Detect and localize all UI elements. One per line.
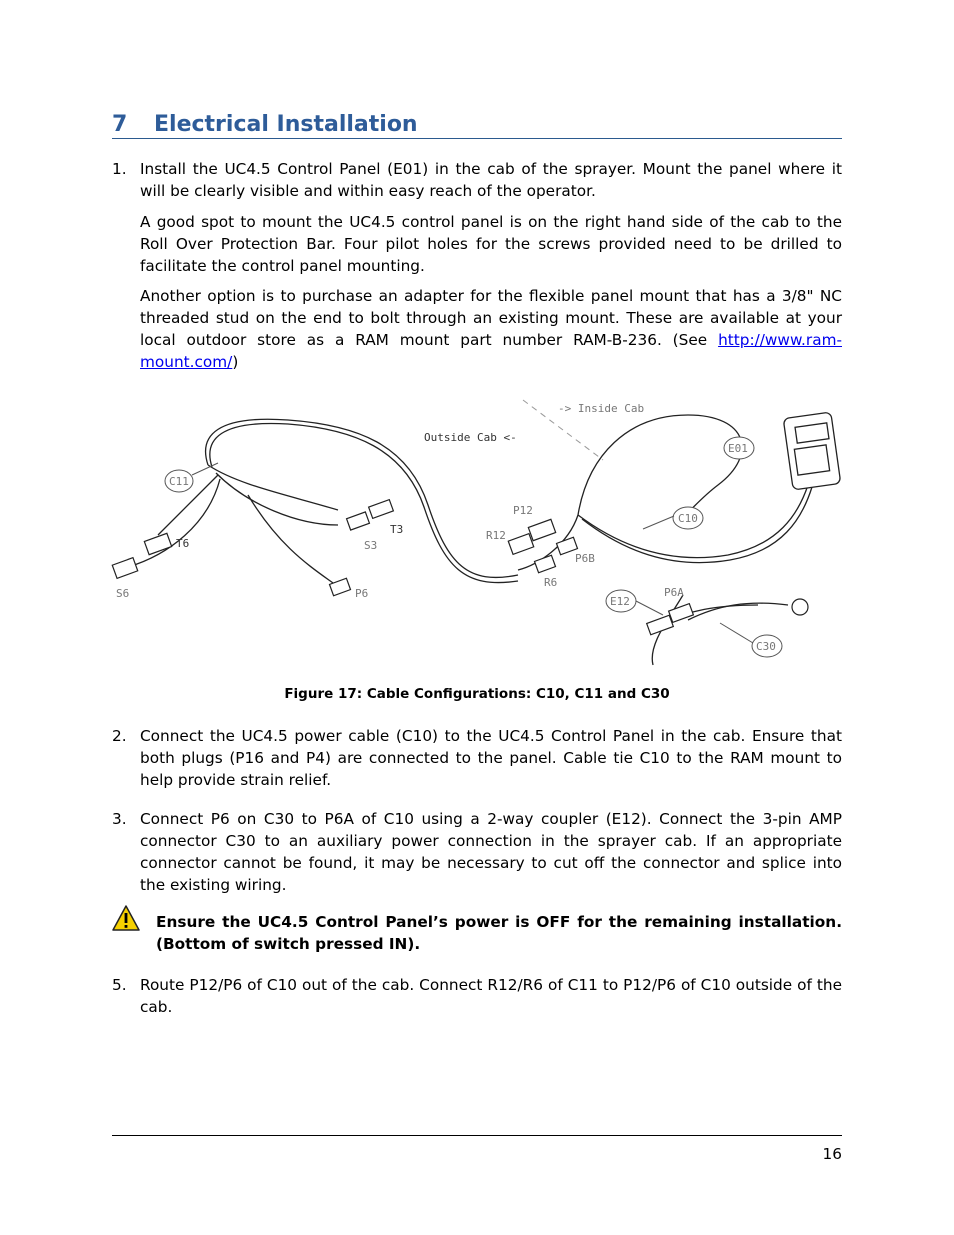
step-2-marker: 2. — [112, 727, 127, 745]
label-s3: S3 — [364, 539, 378, 552]
c10-cable — [578, 415, 742, 520]
adapter-text-before: Another option is to purchase an adapter for the flexible panel mount that has a 3/8" NC threaded stud on the end to bolt through an existing mount. These are available at your local outdoor store as a RAM mount part number RAM-B-236. (See — [140, 287, 842, 349]
connector-s6 — [112, 558, 137, 579]
cable-configuration-figure — [108, 395, 848, 680]
label-e01: E01 — [728, 442, 748, 455]
label-r6: R6 — [544, 576, 558, 589]
figure-caption: Figure 17: Cable Configurations: C10, C11 and C30 — [284, 686, 670, 702]
ram-mount-link[interactable]: http://www.ram-mount.com/ — [140, 331, 842, 371]
connector-c30-amp — [792, 599, 808, 615]
connector-p6 — [329, 578, 350, 595]
step-1-mounting-text: A good spot to mount the UC4.5 control panel is on the right hand side of the cab to the Roll Over Protection Bar. Four pilot holes for the screws provided need to be drilled to facilitate the control panel mounting. — [140, 213, 842, 275]
step-3-text: Connect P6 on C30 to P6A of C10 using a 2-way coupler (E12). Connect the 3-pin AMP connector C30 to an auxiliary power connection in the sprayer cab. If an appropriate connector cannot be found, it may be necessary to cut off the connector and splice into the existing wiring. — [140, 810, 842, 894]
label-e12: E12 — [610, 595, 630, 608]
connector-r6 — [534, 555, 555, 572]
control-panel-e01 — [783, 412, 841, 490]
footer-rule — [112, 1135, 842, 1136]
step-5-text: Route P12/P6 of C10 out of the cab. Connect R12/R6 of C11 to P12/P6 of C10 outside of the cab. — [140, 976, 842, 1016]
step-3-marker: 3. — [112, 810, 127, 828]
connector-t6 — [144, 533, 171, 554]
section-title: Electrical Installation — [154, 112, 418, 137]
label-t6: T6 — [176, 537, 190, 550]
warning-text: Ensure the UC4.5 Control Panel’s power is OFF for the remaining installation. (Bottom of switch pressed IN). — [156, 913, 842, 953]
label-c11: C11 — [169, 475, 189, 488]
step-1-marker: 1. — [112, 160, 127, 178]
label-t3: T3 — [390, 523, 404, 536]
step-1-adapter-text — [140, 285, 842, 373]
connector-s3 — [347, 512, 370, 530]
label-inside-cab: -> Inside Cab — [558, 402, 645, 415]
step-5-marker: 5. — [112, 976, 127, 994]
connector-t3 — [369, 500, 394, 519]
label-p6: P6 — [355, 587, 369, 600]
section-number: 7 — [112, 112, 128, 137]
label-p6a: P6A — [664, 586, 684, 599]
connector-r12 — [508, 534, 533, 555]
label-p12: P12 — [513, 504, 533, 517]
coupler-e12 — [647, 615, 674, 634]
adapter-text-after: ) — [232, 353, 239, 371]
page-number: 16 — [822, 1145, 842, 1163]
label-c10: C10 — [678, 512, 698, 525]
label-p6b: P6B — [575, 552, 595, 565]
section-heading — [112, 112, 842, 139]
label-r12: R12 — [486, 529, 506, 542]
connector-p12 — [528, 519, 555, 540]
step-1-text: Install the UC4.5 Control Panel (E01) in the cab of the sprayer. Mount the panel where it will be clearly visible and within easy reach of the operator. — [140, 160, 842, 200]
label-c30: C30 — [756, 640, 776, 653]
warning-triangle-icon — [111, 904, 141, 932]
step-2-text: Connect the UC4.5 power cable (C10) to the UC4.5 Control Panel in the cab. Ensure that both plugs (P16 and P4) are connected to the panel. Cable tie C10 to the RAM mount to help provide strain relief. — [140, 727, 842, 789]
label-outside-cab: Outside Cab <- — [424, 431, 517, 444]
label-s6: S6 — [116, 587, 130, 600]
